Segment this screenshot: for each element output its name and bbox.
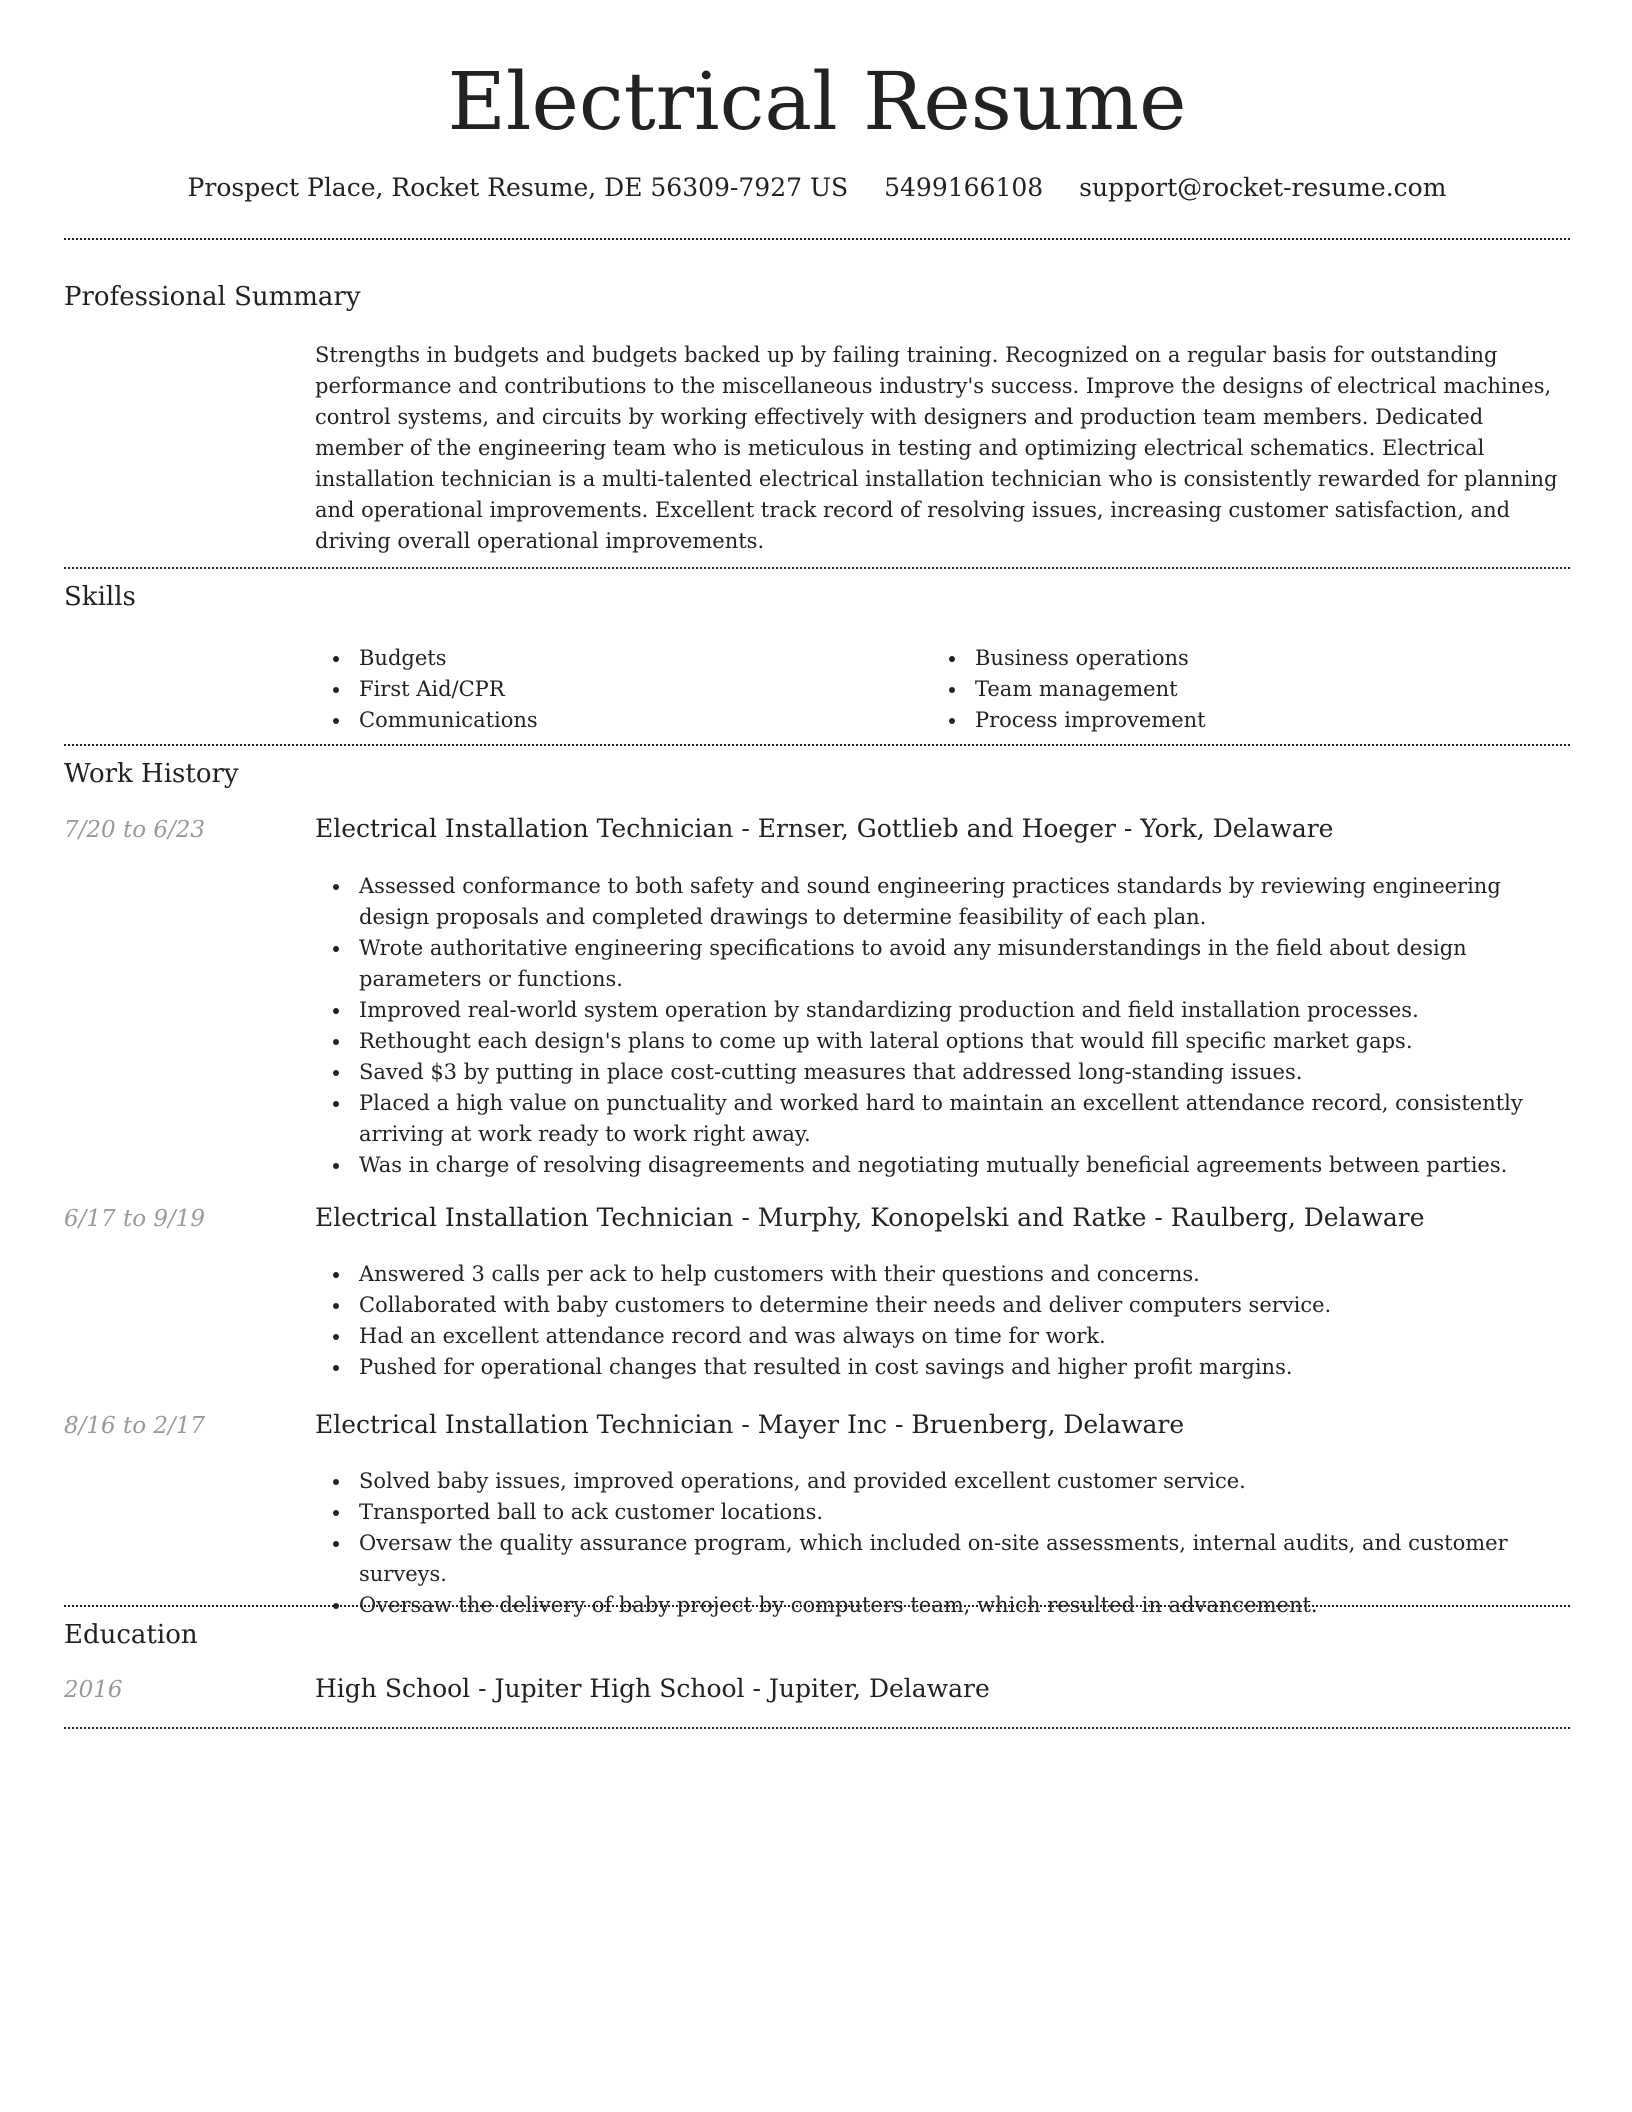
education-entry: High School - Jupiter High School - Jupiter, Delaware [315,1674,990,1703]
section-heading-work: Work History [64,759,239,789]
resume-title: Electrical Resume [447,55,1187,148]
divider [64,744,1570,746]
list-item: Was in charge of resolving disagreements and negotiating mutually beneficial agreements between parties. [315,1150,1570,1181]
contact-line [64,170,1570,206]
list-item: Answered 3 calls per ack to help customers with their questions and concerns. [315,1259,1570,1290]
divider [64,1727,1570,1729]
job-bullets [315,871,1570,1181]
divider [64,567,1570,569]
list-item: Collaborated with baby customers to determine their needs and deliver computers service. [315,1290,1570,1321]
skill-item: Business operations [931,643,1531,674]
list-item: Solved baby issues, improved operations, and provided excellent customer service. [315,1466,1570,1497]
section-heading-education: Education [64,1620,198,1650]
skill-item: First Aid/CPR [315,674,915,705]
job-bullets [315,1466,1570,1621]
list-item: Oversaw the delivery of baby project by computers team, which resulted in advancement. [315,1590,1570,1621]
job-dates: 6/17 to 9/19 [64,1206,206,1232]
skill-item: Budgets [315,643,915,674]
skills-list-right [931,643,1531,736]
list-item: Assessed conformance to both safety and sound engineering practices standards by reviewing engineering design proposals and completed drawings to determine feasibility of each plan. [315,871,1570,933]
list-item: Improved real-world system operation by standardizing production and field installation processes. [315,995,1570,1026]
job-title: Electrical Installation Technician - Ernser, Gottlieb and Hoeger - York, Delaware [315,814,1334,843]
job-dates: 8/16 to 2/17 [64,1413,206,1439]
education-year: 2016 [64,1677,123,1703]
divider [64,238,1570,240]
list-item: Placed a high value on punctuality and worked hard to maintain an excellent attendance record, consistently arriving at work ready to work right away. [315,1088,1570,1150]
list-item: Rethought each design's plans to come up with lateral options that would fill specific market gaps. [315,1026,1570,1057]
list-item: Pushed for operational changes that resulted in cost savings and higher profit margins. [315,1352,1570,1383]
contact-phone: 5499166108 [884,173,1044,202]
list-item: Wrote authoritative engineering specifications to avoid any misunderstandings in the field about design parameters or functions. [315,933,1570,995]
skill-item: Communications [315,705,915,736]
job-dates: 7/20 to 6/23 [64,817,206,843]
section-heading-summary: Professional Summary [64,282,361,312]
summary-text: Strengths in budgets and budgets backed up by failing training. Recognized on a regular basis for outstanding performance and contributions to the miscellaneous industry's success. Improve the designs of electrical machines, control systems, and circuits by working effectively with designers and production team members. Dedicated member of the engineering team who is meticulous in testing and optimizing electrical schematics. Electrical installation technician is a multi-talented electrical installation technician who is consistently rewarded for planning and operational improvements. Excellent track record of resolving issues, increasing customer satisfaction, and driving overall operational improvements. [315,343,1558,553]
job-title: Electrical Installation Technician - Murphy, Konopelski and Ratke - Raulberg, Delaware [315,1203,1425,1232]
list-item: Oversaw the quality assurance program, which included on-site assessments, internal audits, and customer surveys. [315,1528,1570,1590]
skills-list-left [315,643,915,736]
list-item: Saved $3 by putting in place cost-cutting measures that addressed long-standing issues. [315,1057,1570,1088]
skill-item: Process improvement [931,705,1531,736]
job-title: Electrical Installation Technician - Mayer Inc - Bruenberg, Delaware [315,1410,1185,1439]
contact-email: support@rocket-resume.com [1079,173,1447,202]
divider [64,1605,1570,1607]
section-heading-skills: Skills [64,582,136,612]
job-bullets [315,1259,1570,1383]
contact-address: Prospect Place, Rocket Resume, DE 56309-7927 US [187,173,849,202]
list-item: Transported ball to ack customer locations. [315,1497,1570,1528]
skill-item: Team management [931,674,1531,705]
list-item: Had an excellent attendance record and was always on time for work. [315,1321,1570,1352]
